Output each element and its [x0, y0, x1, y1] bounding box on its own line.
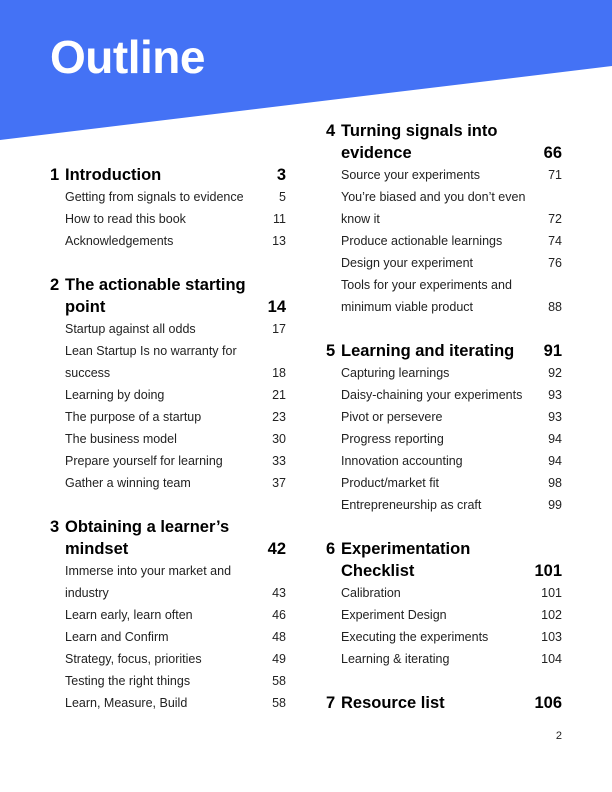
chapter-title: Obtaining a learner’s mindset [65, 518, 230, 558]
entry-title: Acknowledgements [65, 234, 174, 248]
entry-page: 103 [541, 630, 562, 644]
toc-entry[interactable] [341, 494, 562, 516]
chapter-number: 2 [50, 276, 60, 294]
entry-title: The business model [65, 432, 177, 446]
entry-title: Learning & iterating [341, 652, 450, 666]
entry-title: Getting from signals to evidence [65, 190, 244, 204]
toc-entry[interactable] [65, 340, 286, 384]
entry-page: 71 [548, 168, 562, 182]
toc-entry[interactable] [65, 648, 286, 670]
toc-entry[interactable] [341, 472, 562, 494]
chapter-number: 5 [326, 342, 336, 360]
toc-entry[interactable] [341, 384, 562, 406]
entry-page: 94 [548, 432, 562, 446]
entry-page: 93 [548, 410, 562, 424]
chapter-entries [326, 582, 562, 670]
chapter-heading[interactable] [326, 340, 562, 362]
entry-page: 88 [548, 300, 562, 314]
toc-entry[interactable] [341, 604, 562, 626]
entry-title: The purpose of a startup [65, 410, 202, 424]
entry-title: Prepare yourself for learning [65, 454, 223, 468]
entry-title: Innovation accounting [341, 454, 463, 468]
entry-title: You’re biased and you don’t even know it [341, 190, 526, 226]
entry-page: 18 [272, 366, 286, 380]
entry-title: Tools for your experiments and minimum viable product [341, 278, 512, 314]
entry-page: 11 [273, 212, 286, 226]
toc-entry[interactable] [341, 626, 562, 648]
entry-page: 101 [541, 586, 562, 600]
entry-title: Startup against all odds [65, 322, 196, 336]
entry-title: Learning by doing [65, 388, 165, 402]
toc-entry[interactable] [341, 428, 562, 450]
chapter-page: 101 [534, 562, 562, 580]
entry-page: 104 [541, 652, 562, 666]
toc-left-column [50, 164, 286, 736]
chapter-page: 91 [543, 342, 562, 360]
entry-title: Lean Startup Is no warranty for success [65, 344, 237, 380]
entry-page: 43 [272, 586, 286, 600]
entry-page: 76 [548, 256, 562, 270]
chapter-page: 14 [267, 298, 286, 316]
toc-entry[interactable] [65, 626, 286, 648]
entry-title: Gather a winning team [65, 476, 191, 490]
toc-entry[interactable] [65, 560, 286, 604]
entry-page: 49 [272, 652, 286, 666]
chapter-entries [326, 164, 562, 318]
toc-entry[interactable] [341, 648, 562, 670]
entry-title: Entrepreneurship as craft [341, 498, 482, 512]
toc-entry[interactable] [65, 230, 286, 252]
toc-entry[interactable] [65, 472, 286, 494]
entry-page: 94 [548, 454, 562, 468]
chapter-page: 42 [267, 540, 286, 558]
chapter-heading[interactable] [326, 538, 562, 582]
chapter-heading[interactable] [326, 120, 562, 164]
entry-page: 99 [548, 498, 562, 512]
entry-page: 21 [272, 388, 286, 402]
entry-page: 13 [272, 234, 286, 248]
chapter-page: 106 [534, 694, 562, 712]
toc-entry[interactable] [65, 208, 286, 230]
toc-entry[interactable] [65, 318, 286, 340]
entry-page: 74 [548, 234, 562, 248]
toc-right-column [326, 120, 562, 736]
entry-page: 17 [272, 322, 286, 336]
toc-entry[interactable] [341, 274, 562, 318]
chapter-entries [50, 560, 286, 714]
entry-title: Source your experiments [341, 168, 480, 182]
chapter-heading[interactable] [326, 692, 562, 714]
entry-page: 72 [548, 212, 562, 226]
chapter-heading[interactable] [50, 164, 286, 186]
toc-entry[interactable] [65, 384, 286, 406]
entry-title: Strategy, focus, priorities [65, 652, 202, 666]
chapter-number: 1 [50, 166, 60, 184]
toc-entry[interactable] [341, 164, 562, 186]
toc-entry[interactable] [341, 450, 562, 472]
chapter-entries [50, 186, 286, 252]
chapter-title: Experimentation Checklist [341, 540, 471, 580]
chapter-page: 3 [276, 166, 286, 184]
chapter-title: Resource list [341, 694, 445, 712]
toc-entry[interactable] [65, 186, 286, 208]
toc-entry[interactable] [65, 670, 286, 692]
entry-title: Progress reporting [341, 432, 444, 446]
entry-title: Testing the right things [65, 674, 191, 688]
toc-entry[interactable] [65, 428, 286, 450]
toc-entry[interactable] [341, 362, 562, 384]
chapter-entries [326, 362, 562, 516]
entry-page: 93 [548, 388, 562, 402]
entry-page: 30 [272, 432, 286, 446]
chapter-page: 66 [543, 144, 562, 162]
entry-title: Pivot or persevere [341, 410, 443, 424]
entry-title: Design your experiment [341, 256, 474, 270]
entry-title: How to read this book [65, 212, 186, 226]
toc-entry[interactable] [341, 186, 562, 230]
entry-page: 98 [548, 476, 562, 490]
page-title: Outline [50, 31, 205, 83]
entry-title: Learn early, learn often [65, 608, 193, 622]
entry-title: Immerse into your market and industry [65, 564, 232, 600]
toc-entry[interactable] [65, 604, 286, 626]
entry-title: Learn, Measure, Build [65, 696, 188, 710]
entry-page: 102 [541, 608, 562, 622]
entry-title: Produce actionable learnings [341, 234, 503, 248]
entry-page: 5 [279, 190, 286, 204]
chapter-number: 4 [326, 122, 336, 140]
chapter-number: 3 [50, 518, 60, 536]
chapter-number: 7 [326, 694, 336, 712]
entry-page: 92 [548, 366, 562, 380]
toc-entry[interactable] [341, 230, 562, 252]
toc-entry[interactable] [65, 692, 286, 714]
entry-page: 46 [272, 608, 286, 622]
chapter-heading[interactable] [50, 516, 286, 560]
entry-title: Daisy-chaining your experiments [341, 388, 523, 402]
chapter-title: Introduction [65, 166, 162, 184]
entry-title: Executing the experiments [341, 630, 489, 644]
toc-entry[interactable] [341, 252, 562, 274]
chapter-number: 6 [326, 540, 336, 558]
chapter-title: Learning and iterating [341, 342, 515, 360]
chapter-title: Turning signals into evidence [341, 122, 498, 162]
page-number: 2 [555, 730, 562, 742]
toc-entry[interactable] [65, 406, 286, 428]
toc-entry[interactable] [341, 406, 562, 428]
entry-page: 48 [272, 630, 286, 644]
entry-title: Learn and Confirm [65, 630, 169, 644]
entry-title: Capturing learnings [341, 366, 450, 380]
entry-page: 58 [272, 674, 286, 688]
chapter-title: The actionable starting point [65, 276, 246, 316]
entry-page: 23 [272, 410, 286, 424]
entry-title: Experiment Design [341, 608, 447, 622]
chapter-heading[interactable] [50, 274, 286, 318]
toc-entry[interactable] [65, 450, 286, 472]
toc-entry[interactable] [341, 582, 562, 604]
entry-page: 58 [272, 696, 286, 710]
entry-page: 37 [272, 476, 286, 490]
entry-page: 33 [272, 454, 286, 468]
entry-title: Product/market fit [341, 476, 439, 490]
entry-title: Calibration [341, 586, 401, 600]
chapter-entries [50, 318, 286, 494]
